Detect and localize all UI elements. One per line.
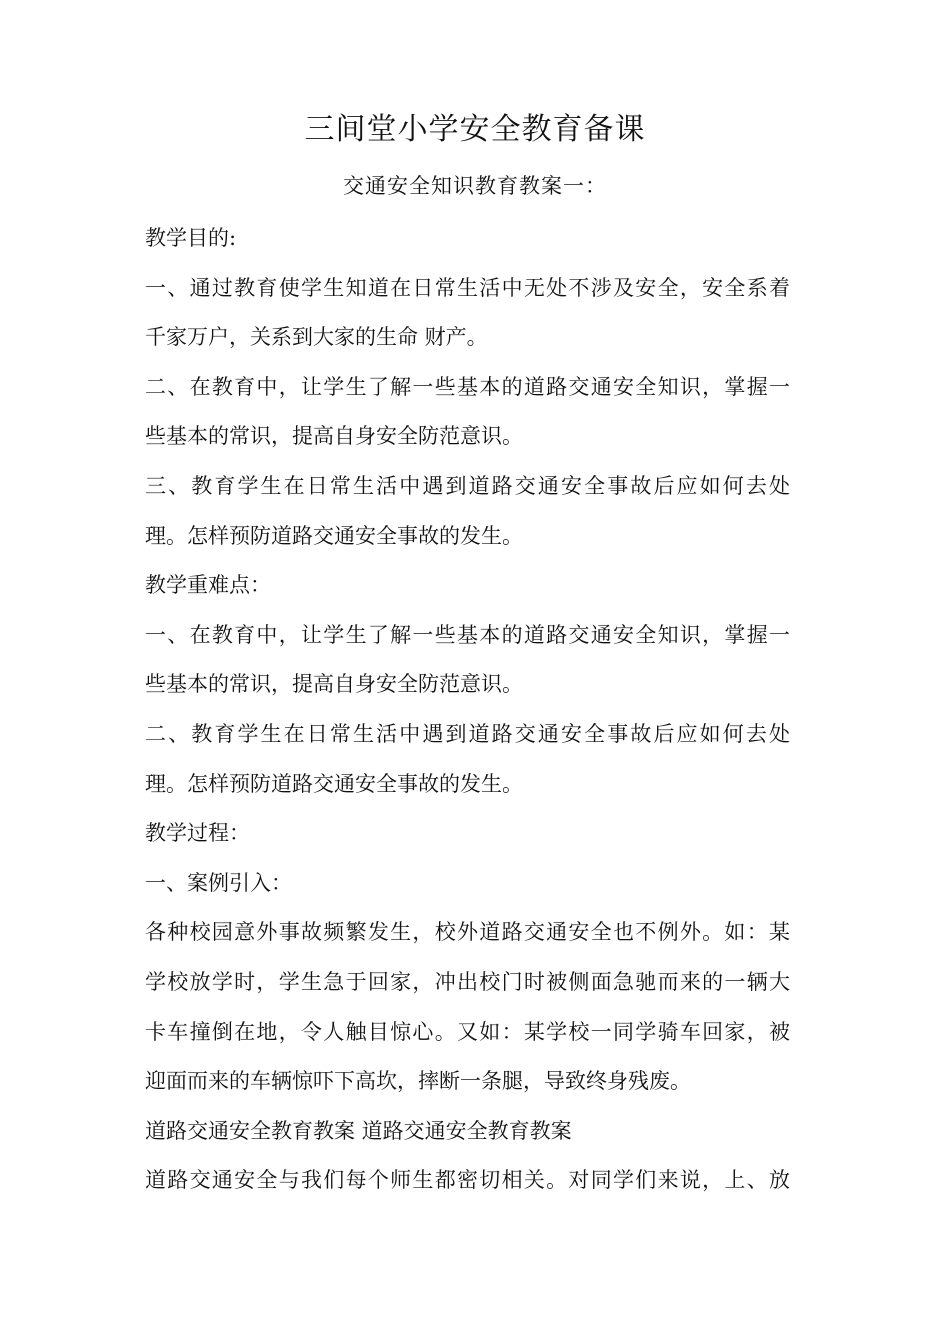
document-subtitle: 交通安全知识教育教案一：	[343, 174, 607, 198]
section-heading-key-points: 教学重难点：	[145, 573, 271, 598]
section-heading-objectives: 教学目的:	[145, 226, 237, 250]
paragraph-line: 一、通过教育使学生知道在日常生活中无处不涉及安全，安全系着	[145, 275, 790, 300]
paragraph-line: 些基本的常识，提高自身安全防范意识。	[145, 672, 523, 697]
paragraph-line: 三、教育学生在日常生活中遇到道路交通安全事故后应如何去处	[145, 473, 790, 498]
section-heading-process: 教学过程：	[145, 821, 250, 846]
paragraph-line: 些基本的常识，提高自身安全防范意识。	[145, 424, 523, 449]
paragraph-line: 二、教育学生在日常生活中遇到道路交通安全事故后应如何去处	[145, 721, 790, 746]
subsection-heading-case: 一、案例引入：	[145, 870, 292, 895]
paragraph-line: 理。怎样预防道路交通安全事故的发生。	[145, 771, 523, 796]
paragraph-line: 千家万户，关系到大家的生命 财产。	[145, 325, 488, 350]
document-title: 三间堂小学安全教育备课	[304, 112, 646, 147]
paragraph-line: 道路交通安全教育教案 道路交通安全教育教案	[145, 1118, 572, 1143]
paragraph-line: 道路交通安全与我们每个师生都密切相关。对同学们来说，上、放	[145, 1168, 790, 1193]
paragraph-line: 一、在教育中，让学生了解一些基本的道路交通安全知识，掌握一	[145, 622, 790, 647]
document-body	[145, 214, 790, 1206]
paragraph-line: 卡车撞倒在地，令人触目惊心。又如：某学校一同学骑车回家，被	[145, 1019, 790, 1044]
paragraph-line: 理。怎样预防道路交通安全事故的发生。	[145, 523, 523, 548]
paragraph-line: 各种校园意外事故频繁发生，校外道路交通安全也不例外。如：某	[145, 920, 790, 945]
paragraph-line: 迎面而来的车辆惊吓下高坎，摔断一条腿，导致终身残废。	[145, 1069, 691, 1094]
paragraph-line: 学校放学时，学生急于回家，冲出校门时被侧面急驰而来的一辆大	[145, 969, 790, 994]
paragraph-line: 二、在教育中，让学生了解一些基本的道路交通安全知识，掌握一	[145, 374, 790, 399]
